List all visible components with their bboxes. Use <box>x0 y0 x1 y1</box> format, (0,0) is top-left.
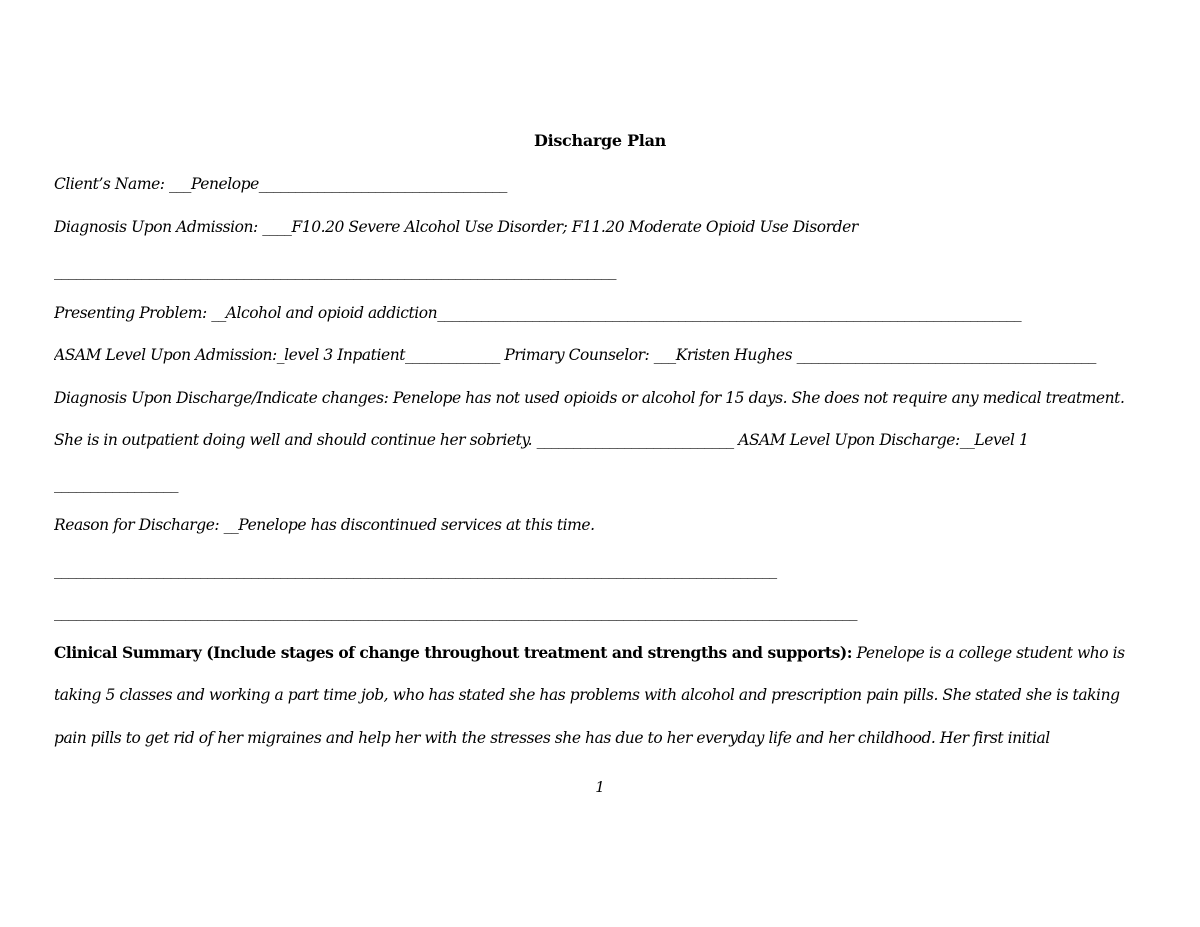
diagnosis-discharge-blank: _________________ <box>54 475 179 493</box>
asam-admission-line: ASAM Level Upon Admission:_level 3 Inpatient_____________ Primary Counselor: ___Kristen Hughes _________________________________________ <box>54 346 1096 364</box>
clinical-summary-line-1 <box>54 643 1146 663</box>
reason-blank-2: ______________________________________________________________________________________________________________ <box>54 603 858 621</box>
diagnosis-admission-line: Diagnosis Upon Admission: ____F10.20 Severe Alcohol Use Disorder; F11.20 Moderate Opioid Use Disorder <box>54 218 858 236</box>
client-name-line: Client’s Name: ___Penelope__________________________________ <box>54 175 507 193</box>
presenting-problem-line: Presenting Problem: __Alcohol and opioid addiction________________________________________________________________________________ <box>54 304 1022 322</box>
diagnosis-admission-blank: _____________________________________________________________________________ <box>54 262 617 280</box>
reason-blank-1: ___________________________________________________________________________________________________ <box>54 561 777 579</box>
page-number: 1 <box>595 778 605 796</box>
diagnosis-discharge-line-2: She is in outpatient doing well and should continue her sobriety. ___________________________ ASAM Level Upon Discharge:__Level 1 <box>54 431 1029 449</box>
reason-discharge-line: Reason for Discharge: __Penelope has discontinued services at this time. <box>54 516 595 534</box>
clinical-summary-line-3: pain pills to get rid of her migraines and help her with the stresses she has due to her everyday life and her childhood. Her first initial <box>54 729 1050 747</box>
clinical-summary-text-1: Penelope is a college student who is <box>856 644 1125 662</box>
document-title: Discharge Plan <box>534 131 666 150</box>
diagnosis-discharge-line-1: Diagnosis Upon Discharge/Indicate changes: Penelope has not used opioids or alcohol for 15 days. She does not require any medical treatment. <box>54 389 1125 407</box>
clinical-summary-heading: Clinical Summary (Include stages of change throughout treatment and strengths and supports): <box>54 643 853 662</box>
clinical-summary-line-2: taking 5 classes and working a part time job, who has stated she has problems with alcohol and prescription pain pills. She stated she is taking <box>54 686 1120 704</box>
